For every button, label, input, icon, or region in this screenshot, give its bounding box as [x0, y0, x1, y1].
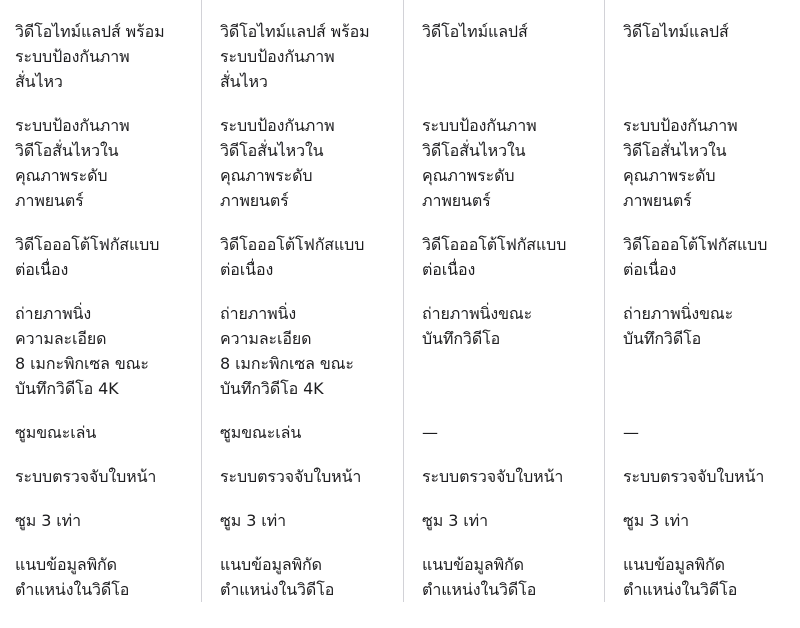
- feature-continuous-autofocus: วิดีโอออโต้โฟกัสแบบ ต่อเนื่อง: [422, 235, 567, 279]
- feature-video-geotagging: แนบข้อมูลพิกัด ตำแหน่งในวิดีโอ: [220, 555, 335, 599]
- feature-zoom-3x: ซูม 3 เท่า: [220, 511, 286, 530]
- feature-still-while-recording: ถ่ายภาพนิ่งขณะ บันทึกวิดีโอ: [422, 304, 533, 348]
- feature-face-detection: ระบบตรวจจับใบหน้า: [15, 467, 157, 486]
- feature-video-geotagging: แนบข้อมูลพิกัด ตำแหน่งในวิดีโอ: [422, 555, 537, 599]
- feature-cinematic-stabilization: ระบบป้องกันภาพ วิดีโอสั่นไหวใน คุณภาพระดับ ภาพยนตร์: [220, 116, 335, 210]
- feature-timelapse: วิดีโอไทม์แลปส์ พร้อม ระบบป้องกันภาพ สั่นไหว: [15, 22, 165, 91]
- comparison-column-3: [403, 0, 604, 602]
- feature-timelapse: วิดีโอไทม์แลปส์: [623, 22, 729, 41]
- feature-continuous-autofocus: วิดีโอออโต้โฟกัสแบบ ต่อเนื่อง: [623, 235, 768, 279]
- feature-still-while-recording: ถ่ายภาพนิ่ง ความละเอียด 8 เมกะพิกเซล ขณะ บันทึกวิดีโอ 4K: [15, 304, 149, 398]
- feature-cinematic-stabilization: ระบบป้องกันภาพ วิดีโอสั่นไหวใน คุณภาพระดับ ภาพยนตร์: [422, 116, 537, 210]
- feature-face-detection: ระบบตรวจจับใบหน้า: [422, 467, 564, 486]
- feature-still-while-recording: ถ่ายภาพนิ่ง ความละเอียด 8 เมกะพิกเซล ขณะ บันทึกวิดีโอ 4K: [220, 304, 354, 398]
- feature-cinematic-stabilization: ระบบป้องกันภาพ วิดีโอสั่นไหวใน คุณภาพระดับ ภาพยนตร์: [623, 116, 738, 210]
- feature-video-geotagging: แนบข้อมูลพิกัด ตำแหน่งในวิดีโอ: [623, 555, 738, 599]
- feature-playback-zoom: ซูมขณะเล่น: [220, 423, 302, 442]
- comparison-column-4: [604, 0, 800, 602]
- feature-face-detection: ระบบตรวจจับใบหน้า: [623, 467, 765, 486]
- feature-timelapse: วิดีโอไทม์แลปส์ พร้อม ระบบป้องกันภาพ สั่นไหว: [220, 22, 370, 91]
- feature-playback-zoom-unavailable: —: [623, 423, 639, 442]
- feature-zoom-3x: ซูม 3 เท่า: [623, 511, 689, 530]
- comparison-column-2: [201, 0, 403, 602]
- feature-zoom-3x: ซูม 3 เท่า: [422, 511, 488, 530]
- feature-video-geotagging: แนบข้อมูลพิกัด ตำแหน่งในวิดีโอ: [15, 555, 130, 599]
- feature-zoom-3x: ซูม 3 เท่า: [15, 511, 81, 530]
- feature-cinematic-stabilization: ระบบป้องกันภาพ วิดีโอสั่นไหวใน คุณภาพระดับ ภาพยนตร์: [15, 116, 130, 210]
- feature-continuous-autofocus: วิดีโอออโต้โฟกัสแบบ ต่อเนื่อง: [220, 235, 365, 279]
- feature-playback-zoom: ซูมขณะเล่น: [15, 423, 97, 442]
- comparison-column-1: [0, 0, 201, 602]
- feature-still-while-recording: ถ่ายภาพนิ่งขณะ บันทึกวิดีโอ: [623, 304, 734, 348]
- feature-continuous-autofocus: วิดีโอออโต้โฟกัสแบบ ต่อเนื่อง: [15, 235, 160, 279]
- feature-face-detection: ระบบตรวจจับใบหน้า: [220, 467, 362, 486]
- feature-playback-zoom-unavailable: —: [422, 423, 438, 442]
- feature-timelapse: วิดีโอไทม์แลปส์: [422, 22, 528, 41]
